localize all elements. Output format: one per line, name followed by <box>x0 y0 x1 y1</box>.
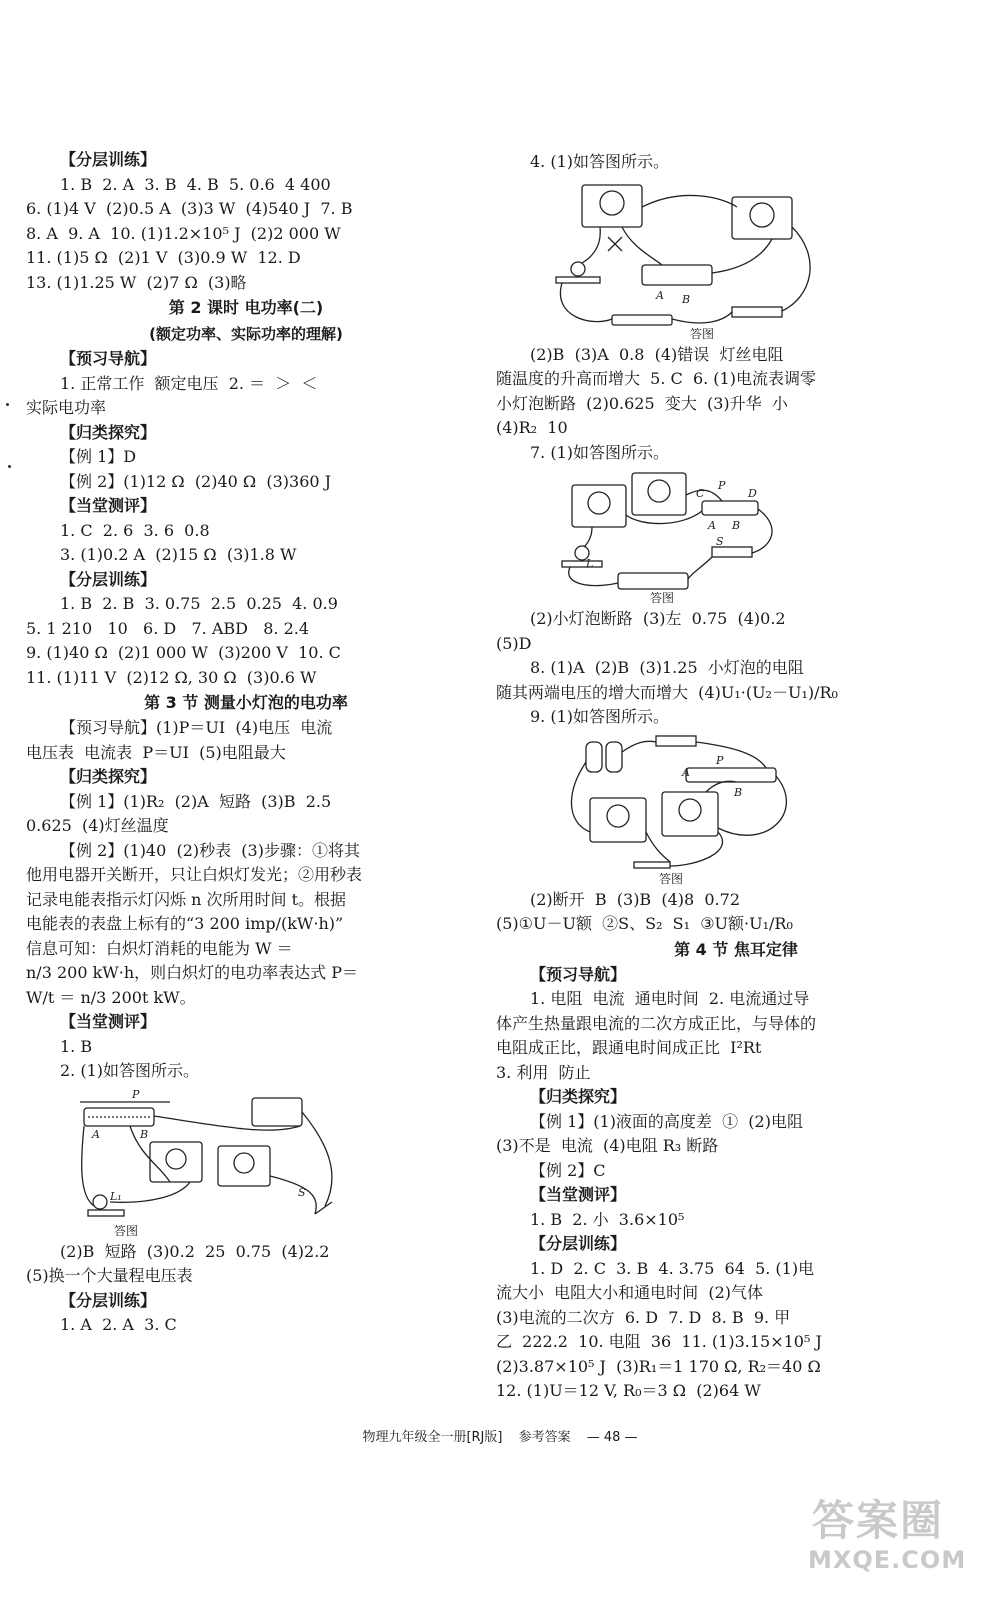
section-heading: 【当堂测评】 <box>530 1185 627 1204</box>
answer-line: 记录电能表指示灯闪烁 n 次所用时间 t。根据 <box>26 889 346 909</box>
answer-line: (2)3.87×10⁵ J (3)R₁＝1 170 Ω, R₂＝40 Ω <box>496 1356 821 1376</box>
section-heading: 【预习导航】 <box>60 349 157 368</box>
answer-line: 1. 电阻 电流 通电时间 2. 电流通过导 <box>530 989 810 1008</box>
circuit-figure <box>26 1086 466 1238</box>
svg-text:P: P <box>716 753 724 767</box>
answer-line: 1. B <box>60 1036 93 1056</box>
answer-line: (2)断开 B (3)B (4)8 0.72 <box>530 889 741 909</box>
answer-line: 3. (1)0.2 A (2)15 Ω (3)1.8 W <box>60 545 297 564</box>
svg-text:C: C <box>696 487 705 500</box>
page-footer <box>0 1426 1000 1445</box>
answer-line: (3)不是 电流 (4)电阻 R₃ 断路 <box>496 1136 719 1155</box>
answer-line: 【例 1】D <box>60 447 137 466</box>
answer-line: 【例 1】(1)R₂ (2)A 短路 (3)B 2.5 <box>60 791 332 811</box>
answer-line: 4. (1)如答图所示。 <box>530 152 670 171</box>
section-heading: 【当堂测评】 <box>60 1012 157 1031</box>
section-heading: 【分层训练】 <box>530 1234 627 1253</box>
answer-line: 电压表 电流表 P＝UI (5)电阻最大 <box>26 742 286 762</box>
scan-speck <box>6 403 9 406</box>
svg-text:B: B <box>140 1127 149 1141</box>
answer-line: 随温度的升高而增大 5. C 6. (1)电流表调零 <box>496 369 816 388</box>
answer-line: (5)①U－U额 ②S、S₂ S₁ ③U额·U₁/R₀ <box>496 914 793 933</box>
answer-line: (3)电流的二次方 6. D 7. D 8. B 9. 甲 <box>496 1307 791 1327</box>
answer-line: 1. B 2. B 3. 0.75 2.5 0.25 4. 0.9 <box>60 594 338 613</box>
watermark-logo <box>808 1488 988 1588</box>
svg-text:S: S <box>716 535 724 548</box>
answer-line: 随其两端电压的增大而增大 (4)U₁·(U₂－U₁)/R₀ <box>496 682 838 702</box>
answer-line: 9. (1)如答图所示。 <box>530 707 670 726</box>
lesson-subtitle: (额定功率、实际功率的理解) <box>149 325 343 343</box>
svg-text:B: B <box>682 292 691 306</box>
answer-line: 6. (1)4 V (2)0.5 A (3)3 W (4)540 J 7. B <box>26 199 353 218</box>
circuit-figure <box>496 732 976 886</box>
lesson-title: 第 4 节 焦耳定律 <box>674 939 798 959</box>
answer-line: W/t ＝ n/3 200t kW。 <box>26 987 196 1007</box>
answer-line: 小灯泡断路 (2)0.625 变大 (3)升华 小 <box>496 393 788 413</box>
svg-text:L: L <box>586 557 594 570</box>
svg-text:S: S <box>298 1185 306 1199</box>
svg-text:B: B <box>734 785 743 799</box>
svg-text:L₁: L₁ <box>110 1189 122 1203</box>
answer-line: 3. 利用 防止 <box>496 1062 591 1082</box>
answer-line: 乙 222.2 10. 电阻 36 11. (1)3.15×10⁵ J <box>496 1332 822 1351</box>
svg-text:A: A <box>682 765 690 779</box>
answer-line: 9. (1)40 Ω (2)1 000 W (3)200 V 10. C <box>26 643 341 662</box>
answer-line: 11. (1)11 V (2)12 Ω, 30 Ω (3)0.6 W <box>26 667 317 687</box>
answer-line: 1. D 2. C 3. B 4. 3.75 64 5. (1)电 <box>530 1258 815 1278</box>
watermark-url: MXQE.COM <box>808 1546 967 1574</box>
svg-text:A: A <box>92 1127 100 1141</box>
answer-line: 1. C 2. 6 3. 6 0.8 <box>60 520 210 540</box>
answer-line: (2)小灯泡断路 (3)左 0.75 (4)0.2 <box>530 609 786 628</box>
svg-text:P: P <box>718 479 726 492</box>
answer-line: 1. B 2. A 3. B 4. B 5. 0.6 4 400 <box>60 174 331 194</box>
answer-line: 1. 正常工作 额定电压 2. ＝ ＞ ＜ <box>60 373 318 393</box>
answer-line: 2. (1)如答图所示。 <box>60 1061 200 1080</box>
svg-text:B: B <box>732 519 741 532</box>
circuit-figure <box>496 177 976 341</box>
answer-line: 1. A 2. A 3. C <box>60 1315 177 1334</box>
answer-line: 流大小 电阻大小和通电时间 (2)气体 <box>496 1283 764 1302</box>
answer-line: 【例 1】(1)液面的高度差 ① (2)电阻 <box>530 1111 803 1131</box>
figure-caption: 答图 <box>658 871 683 886</box>
answer-line: 7. (1)如答图所示。 <box>530 442 670 462</box>
answer-line: 【例 2】C <box>530 1160 606 1180</box>
answer-line: 1. B 2. 小 3.6×10⁵ <box>530 1209 685 1229</box>
figure-caption: 答图 <box>113 1223 138 1238</box>
answer-line: 电阻成正比，跟通电时间成正比 I²Rt <box>496 1038 762 1057</box>
svg-text:A: A <box>708 519 716 532</box>
svg-text:P: P <box>132 1087 140 1101</box>
answer-line: (2)B 短路 (3)0.2 25 0.75 (4)2.2 <box>60 1241 330 1261</box>
section-heading: 【分层训练】 <box>60 150 157 169</box>
figure-caption: 答图 <box>689 326 714 341</box>
answer-line: (2)B (3)A 0.8 (4)错误 灯丝电阻 <box>530 344 784 364</box>
section-heading: 【当堂测评】 <box>60 496 157 515</box>
answer-line: 【预习导航】(1)P＝UI (4)电压 电流 <box>60 718 333 737</box>
scan-speck <box>8 465 11 468</box>
answer-line: 信息可知：白炽灯消耗的电能为 W ＝ <box>26 938 293 958</box>
answer-line: (5)D <box>496 633 532 653</box>
watermark-text: 答案圈 <box>812 1496 945 1545</box>
left-column <box>26 148 466 1338</box>
page-number: — 48 — <box>586 1430 638 1445</box>
svg-text:D: D <box>748 487 757 500</box>
answer-line: 12. (1)U＝12 V, R₀＝3 Ω (2)64 W <box>496 1381 761 1400</box>
figure-caption: 答图 <box>649 591 674 605</box>
answer-line: 电能表的表盘上标有的“3 200 imp/(kW·h)” <box>26 914 344 933</box>
answer-line: 实际电功率 <box>26 398 107 417</box>
answer-line: 8. A 9. A 10. (1)1.2×10⁵ J (2)2 000 W <box>26 223 341 243</box>
answer-line: 他用电器开关断开，只让白炽灯发光；②用秒表 <box>26 865 363 884</box>
answer-line: (4)R₂ 10 <box>496 418 568 437</box>
section-heading: 【分层训练】 <box>60 569 157 589</box>
section-heading: 【归类探究】 <box>60 767 157 786</box>
answer-line: 8. (1)A (2)B (3)1.25 小灯泡的电阻 <box>530 658 804 677</box>
section-heading: 【归类探究】 <box>60 422 157 442</box>
lesson-title: 第 2 课时 电功率(二) <box>168 298 324 317</box>
answer-line: 11. (1)5 Ω (2)1 V (3)0.9 W 12. D <box>26 248 301 267</box>
right-column <box>496 150 976 1404</box>
section-heading: 【预习导航】 <box>530 964 627 984</box>
section-heading: 【分层训练】 <box>60 1290 157 1310</box>
book-title: 物理九年级全一册[RJ版] <box>362 1430 503 1445</box>
circuit-figure <box>496 467 976 605</box>
answer-line: 【例 2】(1)12 Ω (2)40 Ω (3)360 J <box>60 471 332 491</box>
answer-line: (5)换一个大量程电压表 <box>26 1266 193 1285</box>
answer-line: 【例 2】(1)40 (2)秒表 (3)步骤：①将其 <box>60 840 360 860</box>
section-label: 参考答案 <box>518 1430 571 1445</box>
svg-text:A: A <box>656 288 664 302</box>
answer-line: 5. 1 210 10 6. D 7. ABD 8. 2.4 <box>26 618 310 638</box>
answer-line: 13. (1)1.25 W (2)7 Ω (3)略 <box>26 272 247 292</box>
answer-line: n/3 200 kW·h，则白炽灯的电功率表达式 P＝ <box>26 963 358 982</box>
lesson-title: 第 3 节 测量小灯泡的电功率 <box>144 693 348 712</box>
answer-line: 0.625 (4)灯丝温度 <box>26 816 169 835</box>
answer-line: 体产生热量跟电流的二次方成正比，与导体的 <box>496 1013 817 1033</box>
section-heading: 【归类探究】 <box>530 1087 627 1106</box>
